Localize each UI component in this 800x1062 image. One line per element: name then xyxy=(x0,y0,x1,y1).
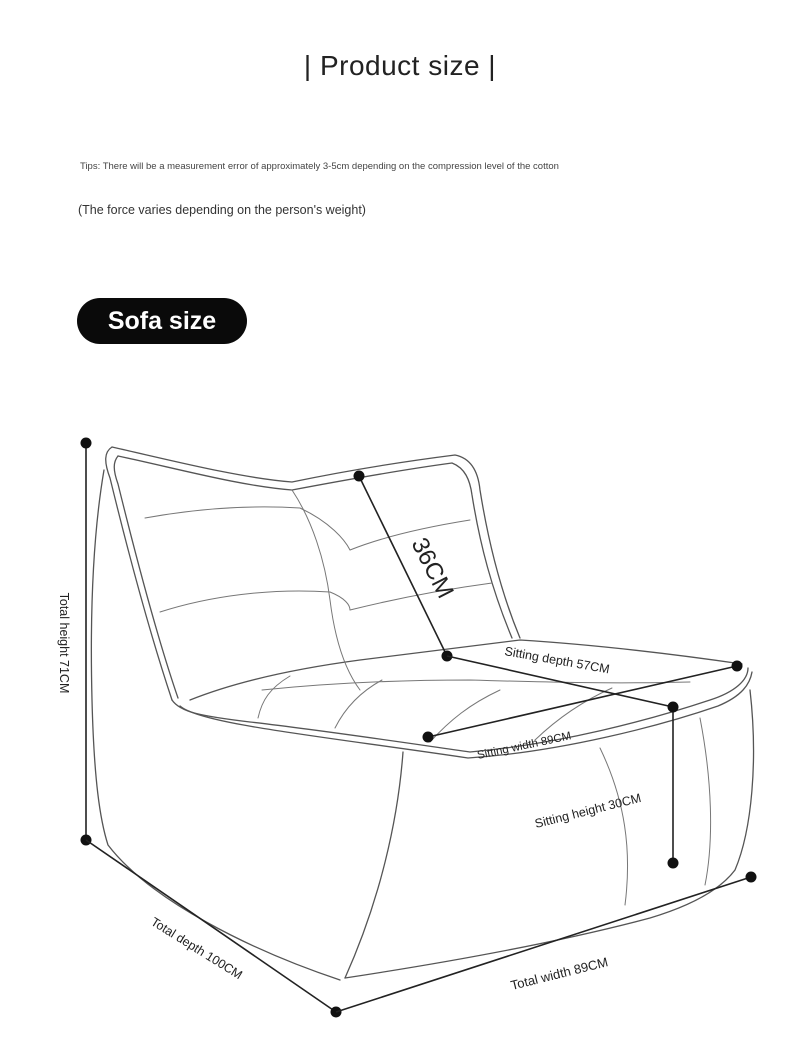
total-depth-label: Total depth 100CM xyxy=(148,914,245,983)
backrest-top-dot xyxy=(354,471,365,482)
total-depth-line xyxy=(86,840,336,1012)
total-width-end-dot xyxy=(746,872,757,883)
sitting-width-right-dot xyxy=(732,661,743,672)
measurement-tip: Tips: There will be a measurement error of approximately 3-5cm depending on the compression level of the cotton xyxy=(80,161,559,172)
page-title: | Product size | xyxy=(303,50,497,81)
sitting-width-line xyxy=(428,666,737,737)
sitting-depth-label: Sitting depth 57CM xyxy=(503,644,611,677)
total-width-label: Total width 89CM xyxy=(509,954,610,993)
sofa-outline xyxy=(91,447,753,983)
backrest-height-label: 36CM xyxy=(405,533,459,603)
total-height-top-dot xyxy=(81,438,92,449)
total-height-label: Total height 71CM xyxy=(57,592,71,694)
sofa-size-badge: Sofa size xyxy=(77,298,247,344)
force-note: (The force varies depending on the person's weight) xyxy=(78,203,366,217)
sitting-height-label: Sitting height 30CM xyxy=(533,790,643,831)
sitting-height-top-dot xyxy=(668,702,679,713)
sitting-width-left-dot xyxy=(423,732,434,743)
sitting-height-bottom-dot xyxy=(668,858,679,869)
sitting-width-label: Sitting width 89CM xyxy=(476,730,573,762)
total-width-line xyxy=(336,877,751,1012)
